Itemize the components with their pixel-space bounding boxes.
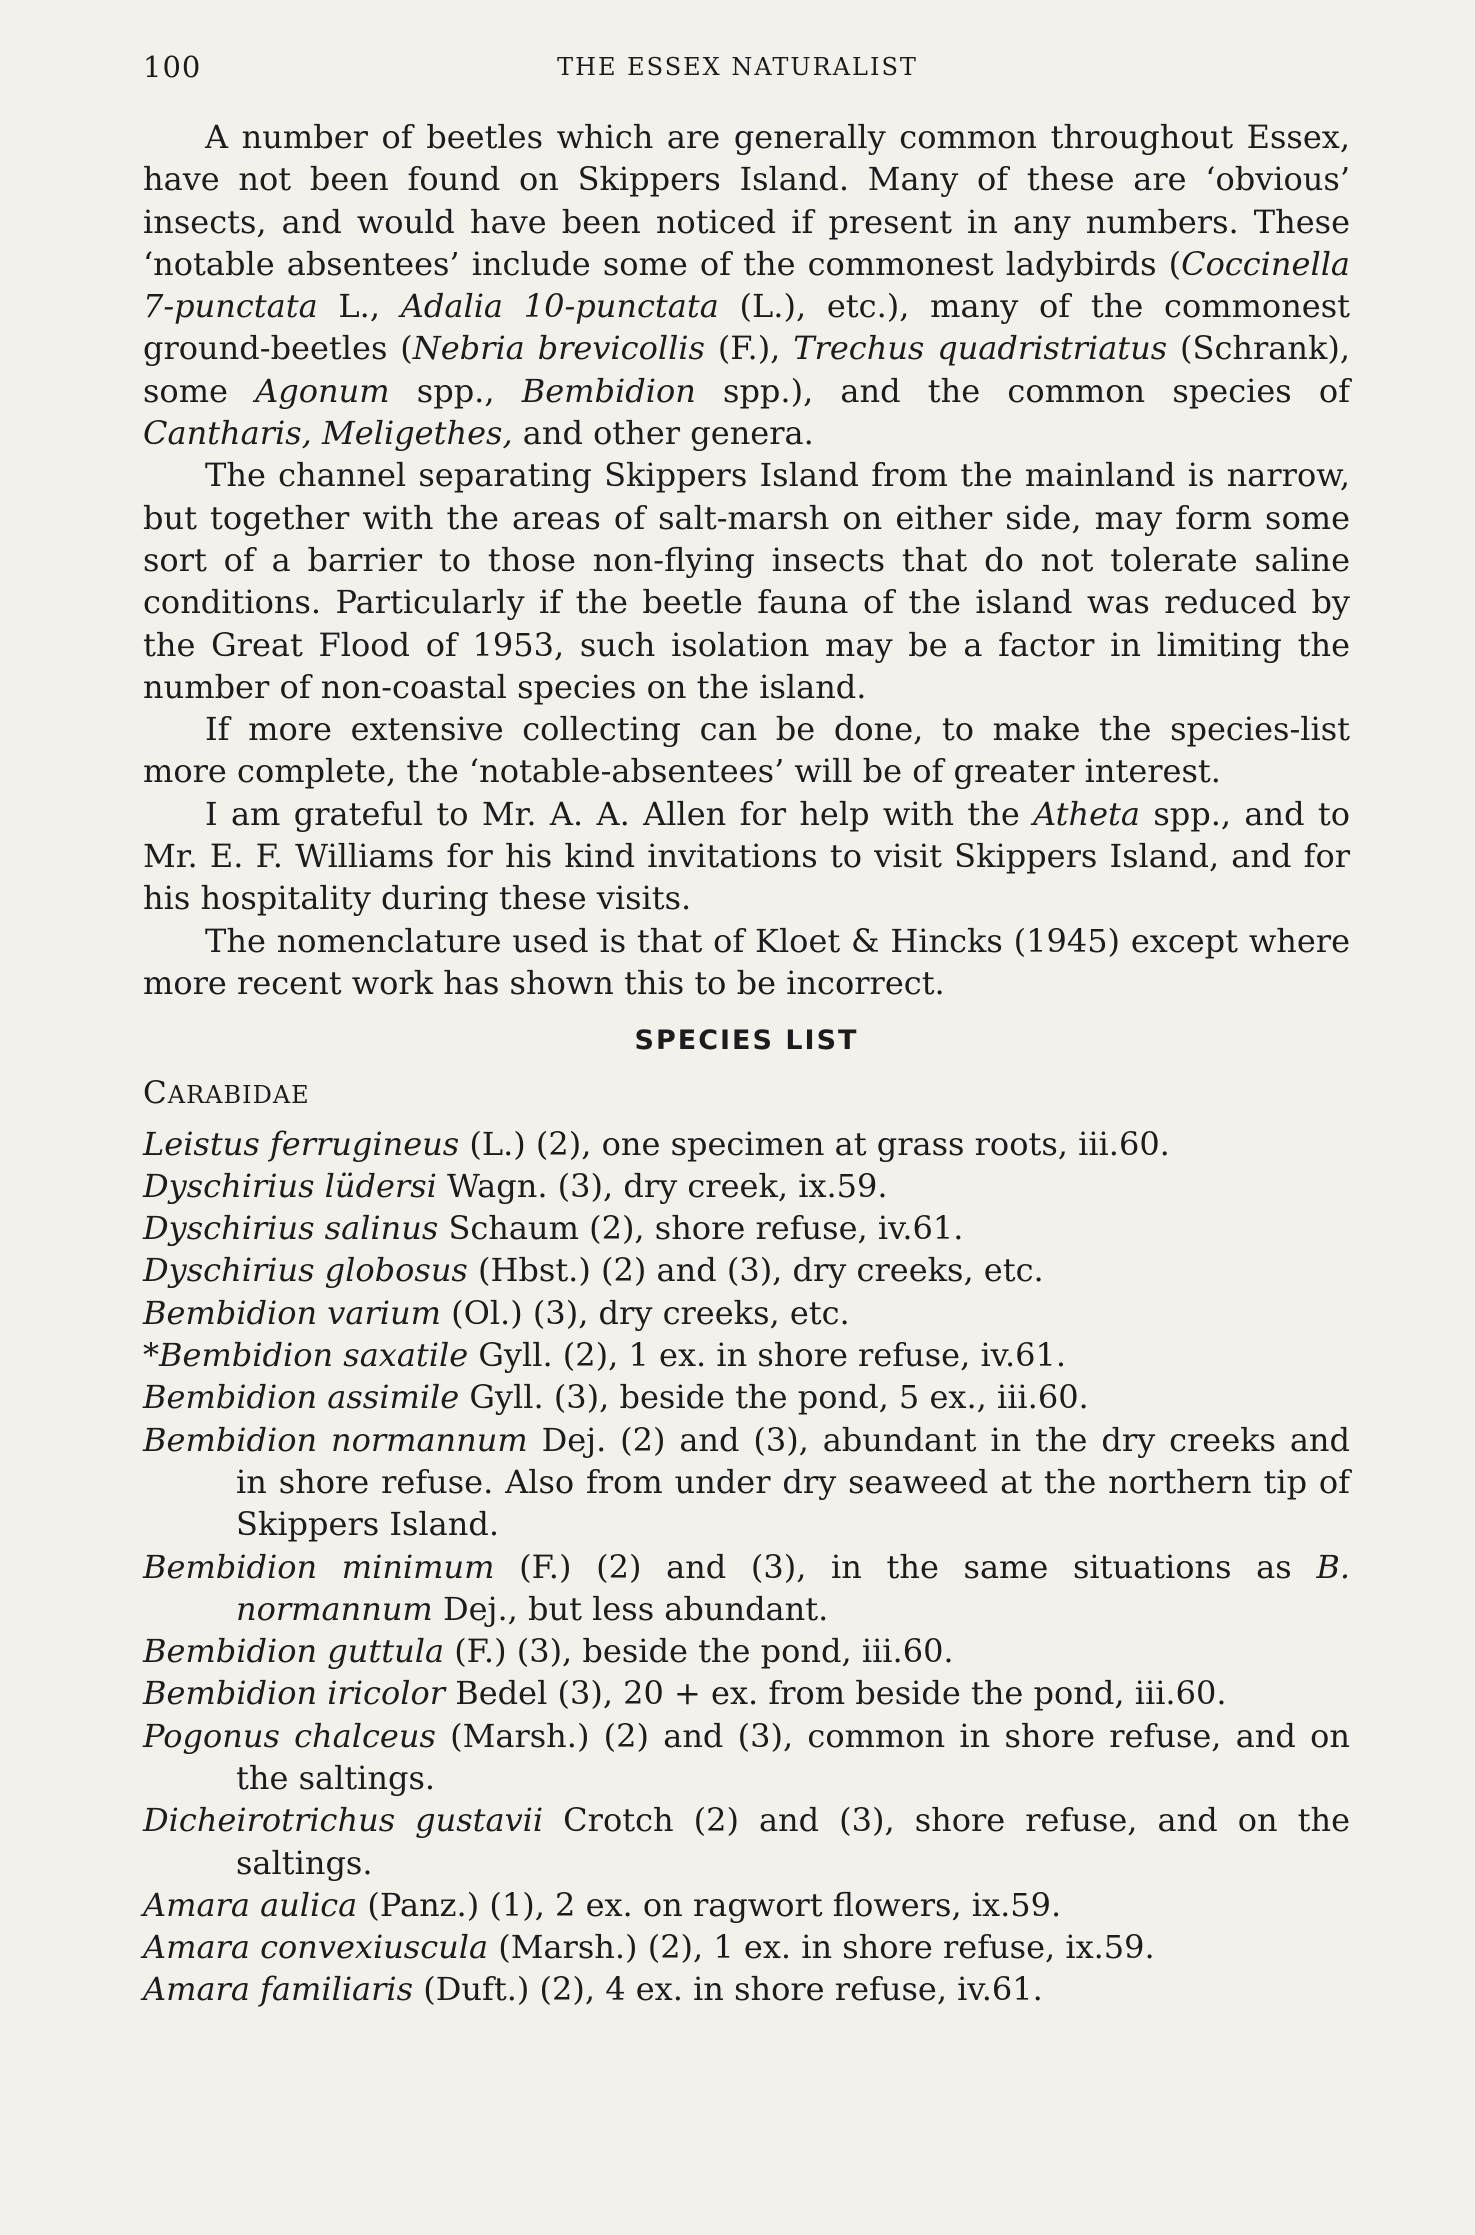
species-entry <box>143 1165 1350 1207</box>
species-entry <box>143 1376 1350 1418</box>
text-run: (F.), <box>704 329 794 368</box>
taxon-name: Coccinella 7-punctata <box>143 244 1350 326</box>
species-entry <box>143 1715 1350 1800</box>
text-run: If more extensive collecting can be done, to make the species-list more complete, the ‘notable-absentees’ will be of greater interest. <box>143 710 1350 791</box>
taxon-name: Nebria brevicollis <box>412 329 705 368</box>
species-entry <box>143 1419 1350 1546</box>
species-entry <box>143 1630 1350 1672</box>
text-run: (Marsh.) (2) and (3), common in shore refuse, and on the saltings. <box>236 1716 1351 1797</box>
text-run: Wagn. (3), dry creek, ix.59. <box>436 1166 888 1205</box>
species-entry <box>143 1968 1350 2010</box>
text-run: Gyll. (3), beside the pond, 5 ex., iii.60. <box>459 1378 1089 1417</box>
article-body <box>143 116 1350 2011</box>
text-run: and other genera. <box>512 414 814 453</box>
text-run: L., <box>317 287 401 326</box>
species-entry <box>143 1672 1350 1714</box>
paragraph <box>143 116 1350 454</box>
paragraph <box>143 454 1350 708</box>
running-head <box>0 50 1475 90</box>
species-entry <box>143 1207 1350 1249</box>
text-run: Dej., but less abundant. <box>432 1589 829 1628</box>
text-run: (Panz.) (1), 2 ex. on ragwort flowers, ix.59. <box>357 1885 1062 1924</box>
taxon-name: Bembidion <box>521 371 696 410</box>
family-initial: C <box>143 1075 168 1112</box>
species-entry <box>143 1799 1350 1884</box>
text-run: (L.), etc.), many of the commonest ground-beetles ( <box>143 287 1351 368</box>
family-heading-carabidae <box>143 1072 1350 1116</box>
taxon-name: Dicheirotrichus gustavii <box>143 1801 544 1840</box>
taxon-name: Dyschirius salinus <box>143 1209 439 1248</box>
species-list-heading: SPECIES LIST <box>634 1025 859 1057</box>
text-run: I am grateful to Mr. A. A. Allen for help with the <box>205 794 1034 833</box>
paragraph <box>143 793 1350 920</box>
paragraph <box>143 708 1350 793</box>
text-run: (Duft.) (2), 4 ex. in shore refuse, iv.61. <box>413 1970 1043 2009</box>
taxon-name: Bembidion minimum <box>143 1547 495 1586</box>
taxon-name: Amara convexiuscula <box>143 1928 489 1967</box>
taxon-name: B. normannum <box>236 1547 1351 1628</box>
taxon-name: Dyschirius globosus <box>143 1251 468 1290</box>
text-run: (Hbst.) (2) and (3), dry creeks, etc. <box>467 1251 1044 1290</box>
taxon-name: Bembidion assimile <box>143 1378 460 1417</box>
species-entry <box>143 1334 1350 1376</box>
taxon-name: Agonum <box>255 371 390 410</box>
species-entry <box>143 1884 1350 1926</box>
text-run: Dej. (2) and (3), abundant in the dry creeks and in shore refuse. Also from under dry seaweed at the northern tip of Skippers Island. <box>236 1420 1351 1544</box>
species-entry <box>143 1926 1350 1968</box>
species-entry <box>143 1292 1350 1334</box>
taxon-name: Cantharis, Meligethes, <box>143 414 513 453</box>
text-run: Schaum (2), shore refuse, iv.61. <box>438 1209 964 1248</box>
taxon-name: Bembidion normannum <box>143 1420 528 1459</box>
taxon-name: Atheta <box>1033 794 1140 833</box>
text-run: The channel separating Skippers Island from the mainland is narrow, but together with the areas of salt-marsh on either side, may form some sort of a barrier to those non-flying insects that do not tolerate saline conditions. Particularly if the beetle fauna of the island was reduced by the Great Flood of 1953, such isolation may be a factor in limiting the number of non-coastal species on the island. <box>143 456 1350 706</box>
taxon-name: Bembidion guttula <box>143 1632 445 1671</box>
taxon-name: Bembidion varium <box>143 1293 441 1332</box>
text-run: Gyll. (2), 1 ex. in shore refuse, iv.61. <box>468 1336 1067 1375</box>
taxon-name: Pogonus chalceus <box>143 1716 436 1755</box>
taxon-name: Trechus quadristriatus <box>793 329 1168 368</box>
species-entries <box>143 1123 1350 2011</box>
taxon-name: Bembidion saxatile <box>159 1336 469 1375</box>
text-run: * <box>143 1336 159 1375</box>
text-run: A number of beetles which are generally common throughout Essex, have not been found on Skippers Island. Many of these are ‘obvious’ insects, and would have been noticed if present in any numbers. These ‘notable absentees’ include some of the commonest ladybirds ( <box>143 118 1350 283</box>
intro-paragraphs <box>143 116 1350 1004</box>
taxon-name: Bembidion iricolor <box>143 1674 446 1713</box>
text-run: (F.) (3), beside the pond, iii.60. <box>444 1632 954 1671</box>
text-run: Bedel (3), 20 + ex. from beside the pond, iii.60. <box>445 1674 1227 1713</box>
species-entry <box>143 1123 1350 1165</box>
page-number: 100 <box>143 50 202 84</box>
taxon-name: Amara familiaris <box>143 1970 414 2009</box>
journal-title: THE ESSEX NATURALIST <box>557 53 918 81</box>
species-entry <box>143 1249 1350 1291</box>
paragraph <box>143 920 1350 1005</box>
family-rest: ARABIDAE <box>167 1081 310 1110</box>
text-run: (L.) (2), one specimen at grass roots, iii.60. <box>459 1124 1170 1163</box>
text-run: spp., <box>389 371 522 410</box>
text-run: spp., and to Mr. E. F. Williams for his kind invitations to visit Skippers Island, and for his hospitality during these visits. <box>143 794 1351 918</box>
text-run: (Marsh.) (2), 1 ex. in shore refuse, ix.59. <box>488 1928 1155 1967</box>
taxon-name: Leistus ferrugineus <box>143 1124 460 1163</box>
text-run: spp.), and the common species of <box>695 371 1351 410</box>
taxon-name: Amara aulica <box>143 1885 358 1924</box>
text-run: (Ol.) (3), dry creeks, etc. <box>440 1293 850 1332</box>
text-run: The nomenclature used is that of Kloet & Hincks (1945) except where more recent work has shown this to be incorrect. <box>143 921 1350 1002</box>
taxon-name: Adalia 10-punctata <box>400 287 719 326</box>
text-run: Crotch (2) and (3), shore refuse, and on the saltings. <box>236 1801 1351 1882</box>
taxon-name: Dyschirius lüdersi <box>143 1166 437 1205</box>
species-entry <box>143 1546 1350 1631</box>
text-run: (F.) (2) and (3), in the same situations as <box>494 1547 1317 1586</box>
text-run: (Schrank), some <box>143 329 1350 410</box>
